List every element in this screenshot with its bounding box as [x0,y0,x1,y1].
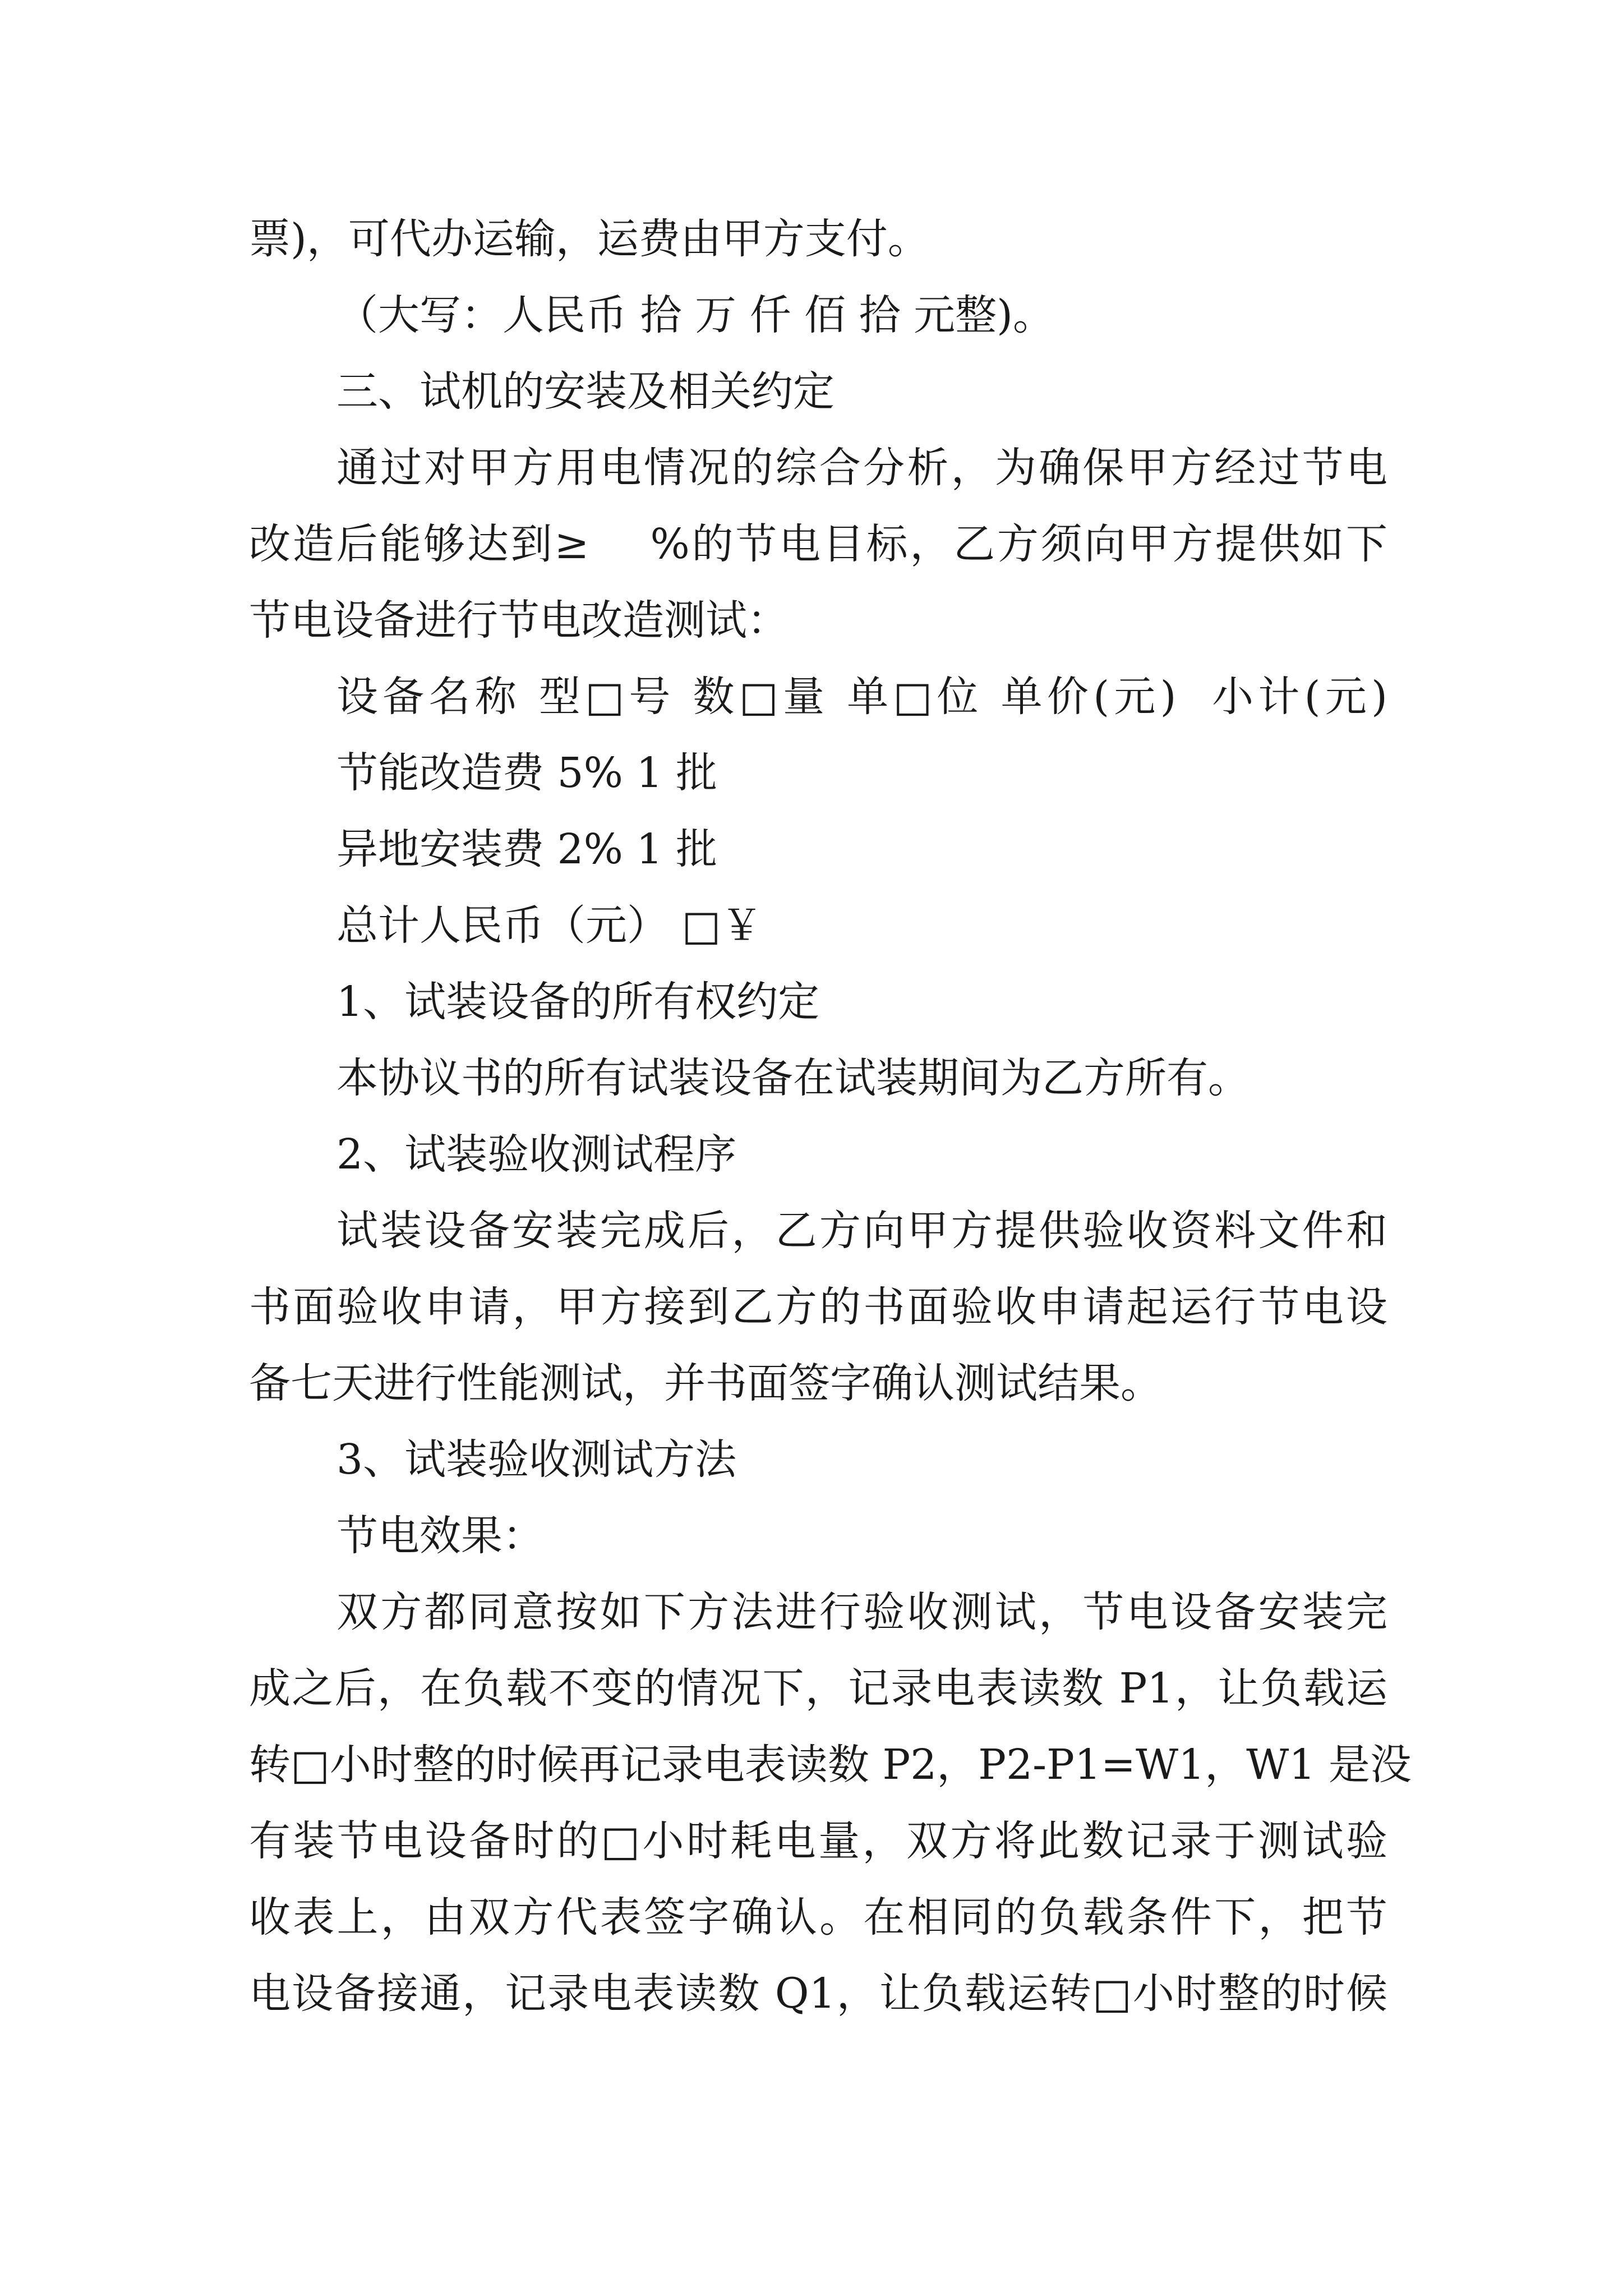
paragraph-line: 改造后能够达到≥ %的节电目标，乙方须向甲方提供如下 [249,520,1387,568]
subsection-heading: 3、试装验收测试方法 [336,1435,737,1484]
paragraph-line: 双方都同意按如下方法进行验收测试，节电设备安装完 [336,1588,1387,1636]
paragraph-line: 备七天进行性能测试，并书面签字确认测试结果。 [249,1359,1162,1407]
paragraph-line: 收表上，由双方代表签字确认。在相同的负载条件下，把节 [249,1893,1387,1941]
paragraph-line: 本协议书的所有试装设备在试装期间为乙方所有。 [336,1054,1249,1102]
table-row-line: 异地安装费 2% 1 批 [336,825,718,873]
subsection-heading: 1、试装设备的所有权约定 [336,978,820,1026]
paragraph-line: 书面验收申请，甲方接到乙方的书面验收申请起运行节电设 [249,1283,1387,1331]
table-header-line: 设备名称 型□号 数□量 单□位 单价(元) 小计(元) [336,673,1387,721]
paragraph-line: 节电效果： [336,1512,544,1560]
table-row-line: 节能改造费 5% 1 批 [336,749,718,797]
paragraph-line: （大写：人民币 拾 万 仟 佰 拾 元整)。 [336,291,1055,339]
paragraph-line: 节电设备进行节电改造测试： [249,596,789,645]
paragraph-line: 电设备接通，记录电表读数 Q1，让负载运转□小时整的时候 [249,1970,1387,2018]
total-line: 总计人民币（元） □￥ [336,901,763,950]
document-body [249,201,1412,2032]
paragraph-line: 票)，可代办运输，运费由甲方支付。 [249,215,929,263]
paragraph-line: 成之后，在负载不变的情况下，记录电表读数 P1，让负载运 [249,1664,1387,1713]
subsection-heading: 2、试装验收测试程序 [336,1130,737,1179]
paragraph-line: 有装节电设备时的□小时耗电量，双方将此数记录于测试验 [249,1817,1387,1865]
section-heading: 三、试机的安装及相关约定 [336,367,834,416]
paragraph-line: 转□小时整的时候再记录电表读数 P2，P2-P1=W1，W1 是没 [249,1741,1412,1789]
paragraph-line: 试装设备安装完成后，乙方向甲方提供验收资料文件和 [336,1207,1387,1255]
paragraph-line: 通过对甲方用电情况的综合分析，为确保甲方经过节电 [336,444,1387,492]
